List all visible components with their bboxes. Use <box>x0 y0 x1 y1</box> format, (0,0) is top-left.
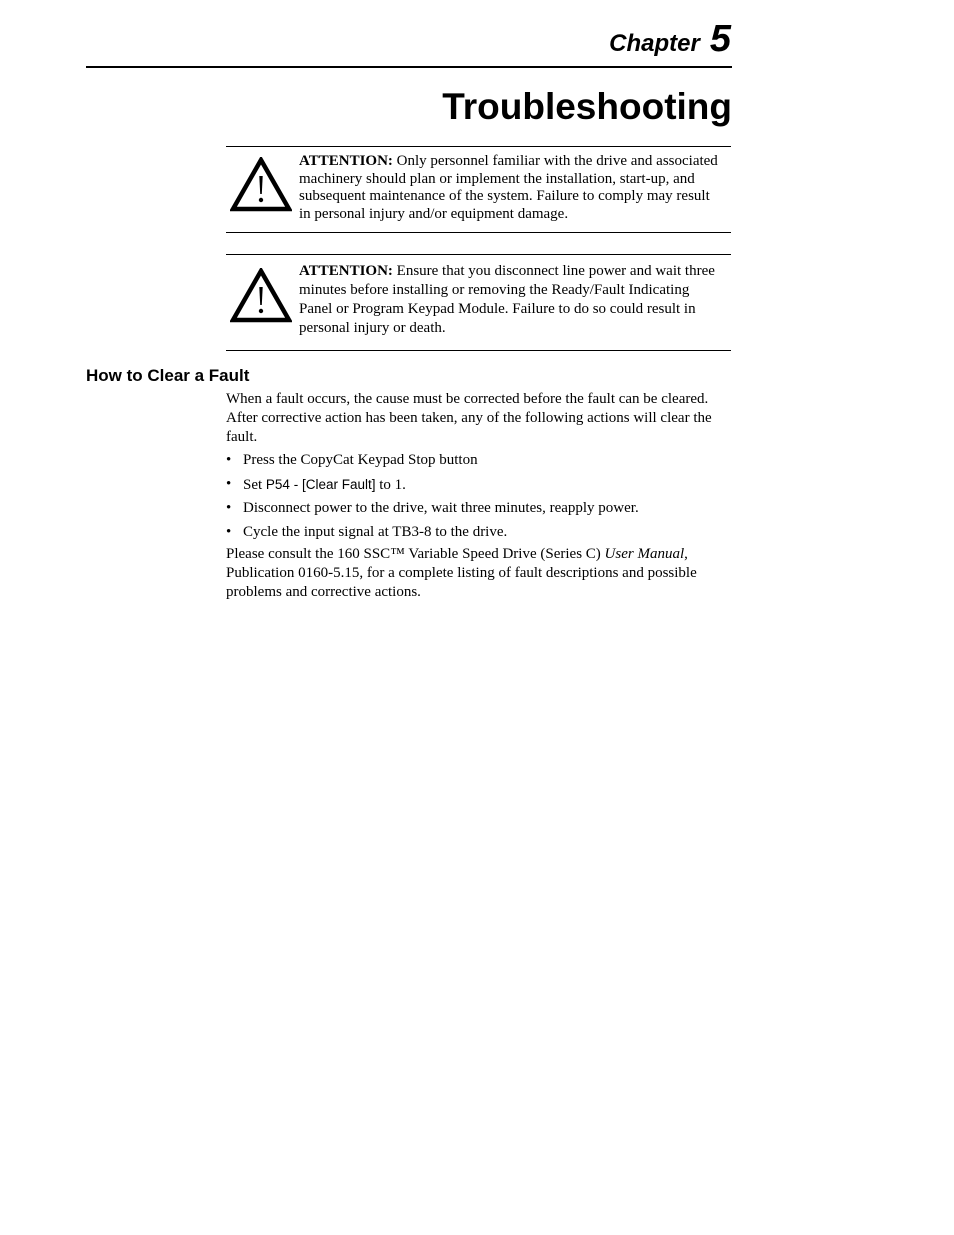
intro-paragraph: When a fault occurs, the cause must be corrected before the fault can be cleared. After corrective action has been taken, any of the following actions will clear the fault. <box>226 391 712 445</box>
list-item <box>226 451 736 470</box>
section-heading: How to Clear a Fault <box>86 366 250 385</box>
attention-label: ATTENTION: <box>299 153 393 169</box>
attention-box-1 <box>226 146 731 233</box>
consult-text: , Publication 0160-5.15, for a complete listing of fault descriptions and possible problems and corrective actions. <box>226 546 697 600</box>
list-item-text: Press the CopyCat Keypad Stop button <box>243 452 478 468</box>
list-item <box>226 523 736 542</box>
list-item <box>226 475 736 495</box>
list-item <box>226 499 736 518</box>
action-list <box>226 451 736 546</box>
list-item-text: Disconnect power to the drive, wait three minutes, reapply power. <box>243 500 639 516</box>
page-title: Troubleshooting <box>442 86 732 127</box>
list-item-text: Cycle the input signal at TB3-8 to the drive. <box>243 523 508 540</box>
consult-paragraph <box>226 545 736 602</box>
consult-text: Please consult the 160 SSC™ Variable Speed Drive (Series C) <box>226 546 605 562</box>
list-item-text: to 1. <box>375 476 406 493</box>
attention-message: Only personnel familiar with the drive and associated machinery should plan or implement the installation, start-up, and subsequent maintenance of the system. Failure to comply may result in personal injury and/or equipment damage. <box>299 153 718 222</box>
chapter-number: 5 <box>709 18 731 60</box>
header-rule <box>86 66 732 68</box>
attention-text-1 <box>299 153 725 223</box>
chapter-heading <box>609 18 731 61</box>
attention-message: Ensure that you disconnect line power and wait three minutes before installing or removing the Ready/Fault Indicating Panel or Program Keypad Module. Failure to do so could result in personal injury or death. <box>299 263 715 336</box>
chapter-label: Chapter <box>609 30 700 57</box>
attention-label: ATTENTION: <box>299 263 393 279</box>
manual-title: User Manual <box>604 546 685 562</box>
parameter-name: P54 - [Clear Fault] <box>265 476 376 492</box>
warning-triangle-icon <box>230 268 292 324</box>
attention-text-2 <box>299 262 725 338</box>
attention-box-2 <box>226 254 731 351</box>
list-item-text: Set <box>243 476 266 493</box>
warning-triangle-icon <box>230 157 292 213</box>
